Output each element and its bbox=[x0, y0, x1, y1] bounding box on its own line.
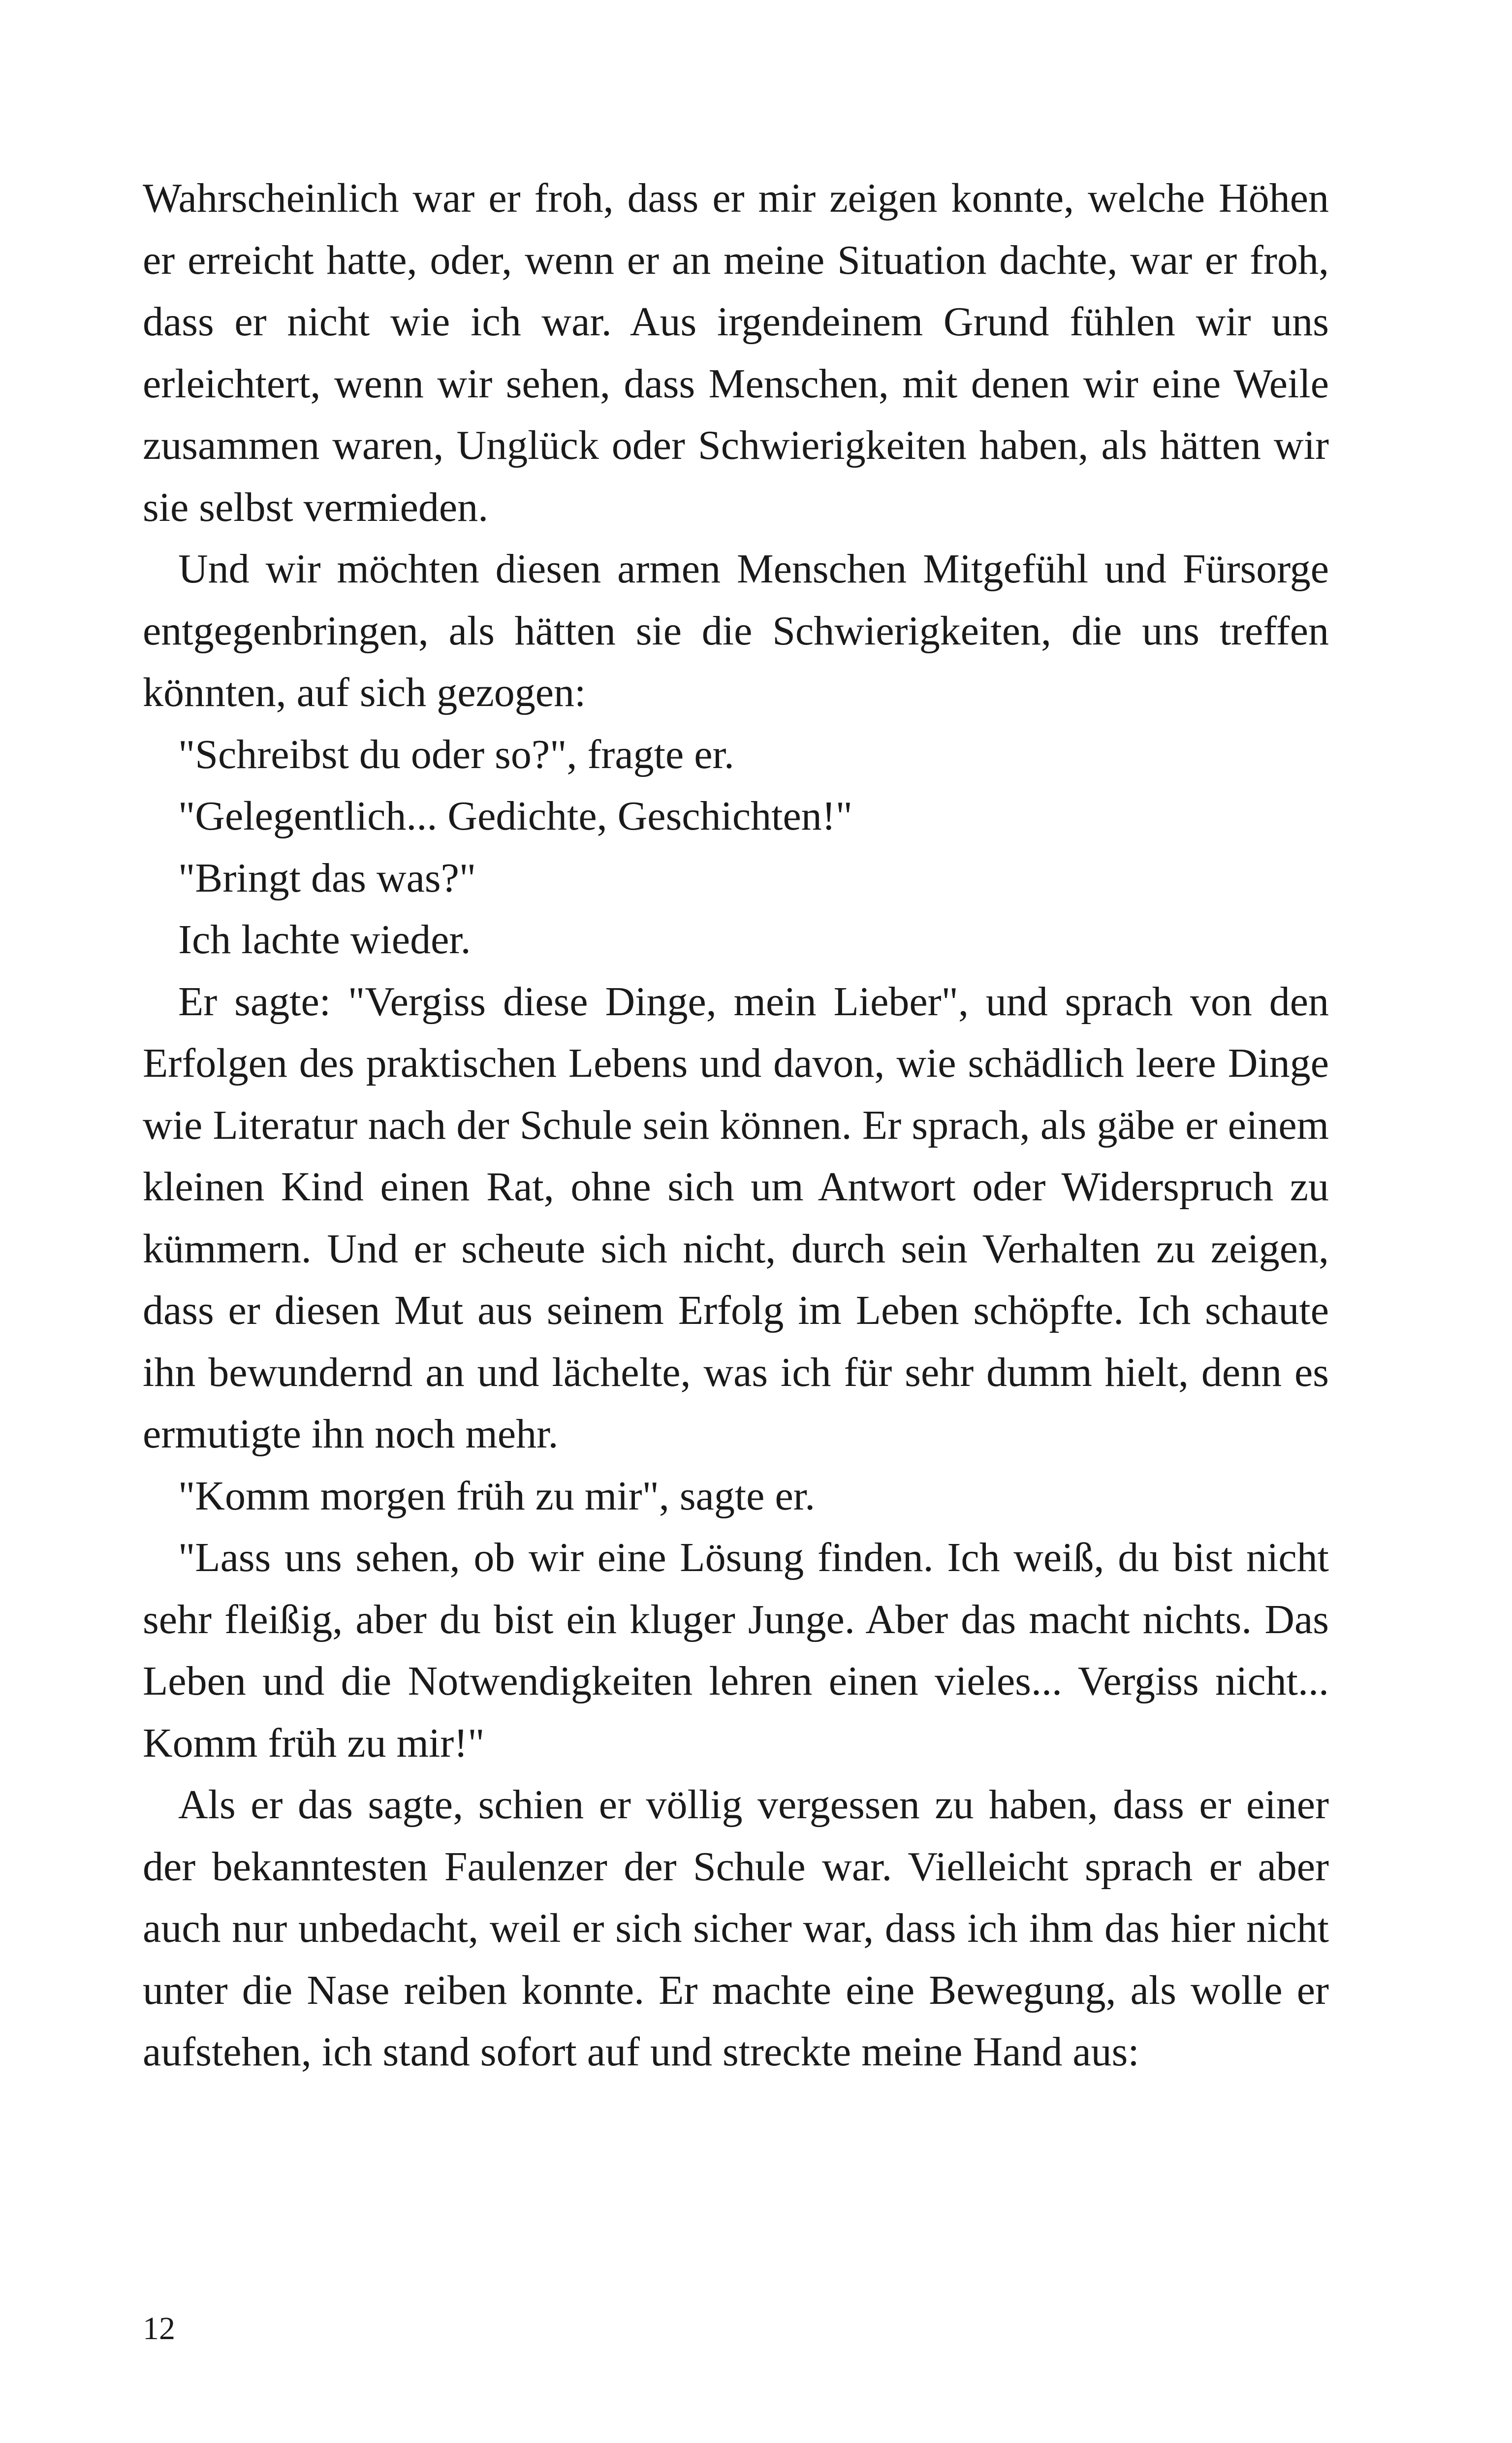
dialogue-line-2: "Gelegentlich... Gedichte, Geschichten!" bbox=[178, 793, 853, 839]
paragraph-1: Wahrscheinlich war er froh, dass er mir zeigen konnte, welche Höhen er erreicht hatte, oder, wenn er an meine Situation dachte, war er froh, dass er nicht wie ich war. Aus irgendeinem Grund fühlen wir uns erleichtert, wenn wir sehen, dass Menschen, mit denen wir eine Weile zusammen waren, Unglück oder Schwierigkeiten haben, als hätten wir sie selbst vermieden. bbox=[143, 175, 1329, 530]
paragraph-closing: Als er das sagte, schien er völlig vergessen zu haben, dass er einer der bekanntesten Faulenzer der Schule war. Vielleicht sprach er aber auch nur unbedacht, weil er sich sicher war, dass ich ihm das hier nicht unter die Nase reiben konnte. Er machte eine Bewegung, als wolle er aufstehen, ich stand sofort auf und streckte meine Hand aus: bbox=[143, 1782, 1329, 2075]
page-number: 12 bbox=[143, 2311, 175, 2347]
dialogue-line-4: "Komm morgen früh zu mir", sagte er. bbox=[178, 1473, 816, 1519]
body-text bbox=[143, 167, 1329, 2083]
paragraph-advice: Er sagte: "Vergiss diese Dinge, mein Lieber", und sprach von den Erfolgen des praktischen Lebens und davon, wie schädlich leere Dinge wie Literatur nach der Schule sein können. Er sprach, als gäbe er einem kleinen Kind einen Rat, ohne sich um Antwort oder Widerspruch zu kümmern. Und er scheute sich nicht, durch sein Verhalten zu zeigen, dass er diesen Mut aus seinem Erfolg im Leben schöpfte. Ich schaute ihn bewundernd an und lächelte, was ich für sehr dumm hielt, denn es ermutigte ihn noch mehr. bbox=[143, 978, 1329, 1457]
paragraph-2: Und wir möchten diesen armen Menschen Mitgefühl und Fürsorge entgegenbringen, als hätten sie die Schwierigkeiten, die uns treffen könnten, auf sich gezogen: bbox=[143, 546, 1329, 715]
dialogue-line-1: "Schreibst du oder so?", fragte er. bbox=[178, 731, 734, 777]
paragraph-laugh: Ich lachte wieder. bbox=[178, 917, 471, 963]
dialogue-line-3: "Bringt das was?" bbox=[178, 855, 476, 901]
dialogue-line-5: "Lass uns sehen, ob wir eine Lösung finden. Ich weiß, du bist nicht sehr fleißig, aber du bist ein kluger Junge. Aber das macht nichts. Das Leben und die Notwendigkeiten lehren einen vieles... Vergiss nicht... Komm früh zu mir!" bbox=[143, 1535, 1329, 1766]
